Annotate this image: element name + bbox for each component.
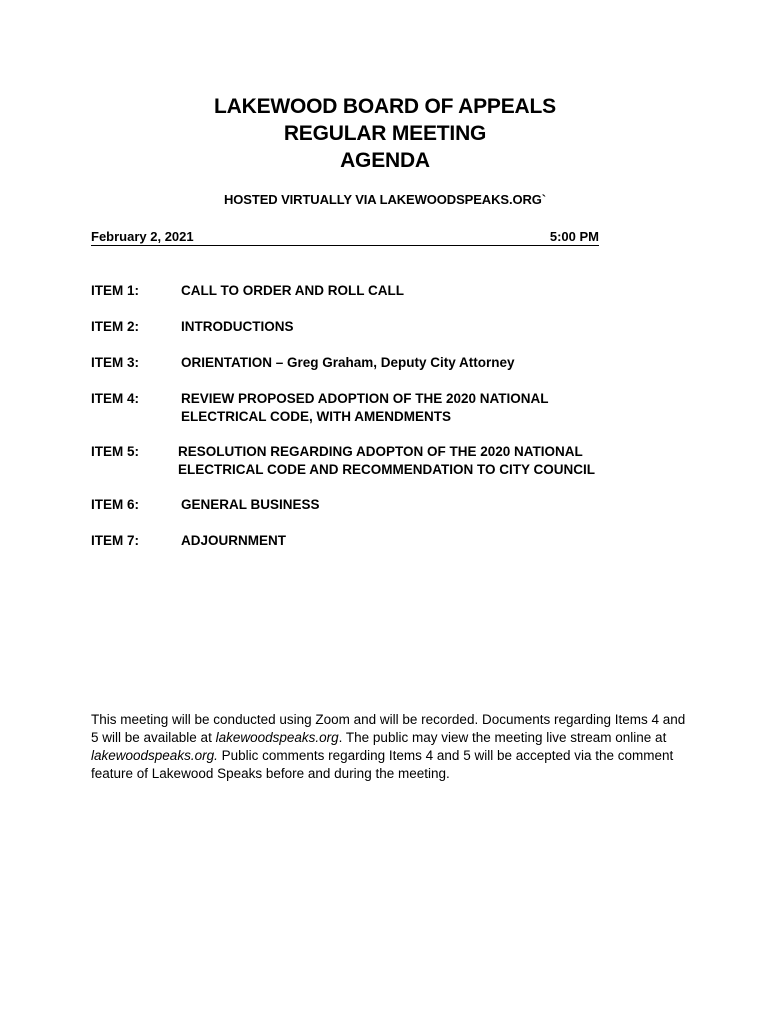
notice-link-lakewoodspeaks: lakewoodspeaks.org [215,730,339,745]
item-text [178,443,678,479]
item-text [181,318,681,336]
title-line-1: LAKEWOOD BOARD OF APPEALS [214,95,556,118]
meeting-notice [91,711,691,783]
item-text-line: ADJOURNMENT [181,533,287,548]
notice-text: Public comments regarding Items 4 and 5 will be accepted via the comment feature of Lakewood Speaks before and during the meeting. [91,748,674,781]
item-text-line: ELECTRICAL CODE, WITH AMENDMENTS [181,409,451,424]
item-text [181,532,681,550]
meeting-time: 5:00 PM [549,229,599,244]
title-line-2: REGULAR MEETING [283,122,487,145]
notice-text: . The public may view the meeting live stream online at [338,730,667,745]
meeting-date: February 2, 2021 [91,229,194,244]
notice-link-lakewoodspeaks: lakewoodspeaks.org. [91,748,218,763]
item-label: ITEM 7: [91,533,140,548]
item-label: ITEM 6: [91,497,140,512]
item-text-line: GENERAL BUSINESS [181,497,320,512]
item-text-line: CALL TO ORDER AND ROLL CALL [181,283,404,298]
item-label: ITEM 3: [91,355,140,370]
date-time-row [91,229,599,246]
title-line-3: AGENDA [340,149,430,172]
item-text [181,496,681,514]
item-text-line: ORIENTATION – Greg Graham, Deputy City Attorney [181,355,515,370]
item-label: ITEM 4: [91,391,140,406]
notice-text: This meeting will be conducted using Zoom and will be recorded. Documents regarding Items 4 and 5 will be available at [91,712,686,745]
item-text-line: REVIEW PROPOSED ADOPTION OF THE 2020 NATIONAL [181,391,549,406]
item-text [181,390,681,426]
item-text-line: RESOLUTION REGARDING ADOPTON OF THE 2020 NATIONAL [178,444,583,459]
item-text [181,282,681,300]
item-text [181,354,681,372]
item-label: ITEM 5: [91,444,140,459]
item-text-line: INTRODUCTIONS [181,319,294,334]
agenda-title [0,93,770,174]
hosted-notice: HOSTED VIRTUALLY VIA LAKEWOODSPEAKS.ORG` [224,192,546,207]
item-text-line: ELECTRICAL CODE AND RECOMMENDATION TO CITY COUNCIL [178,462,596,477]
item-label: ITEM 1: [91,283,140,298]
item-label: ITEM 2: [91,319,140,334]
